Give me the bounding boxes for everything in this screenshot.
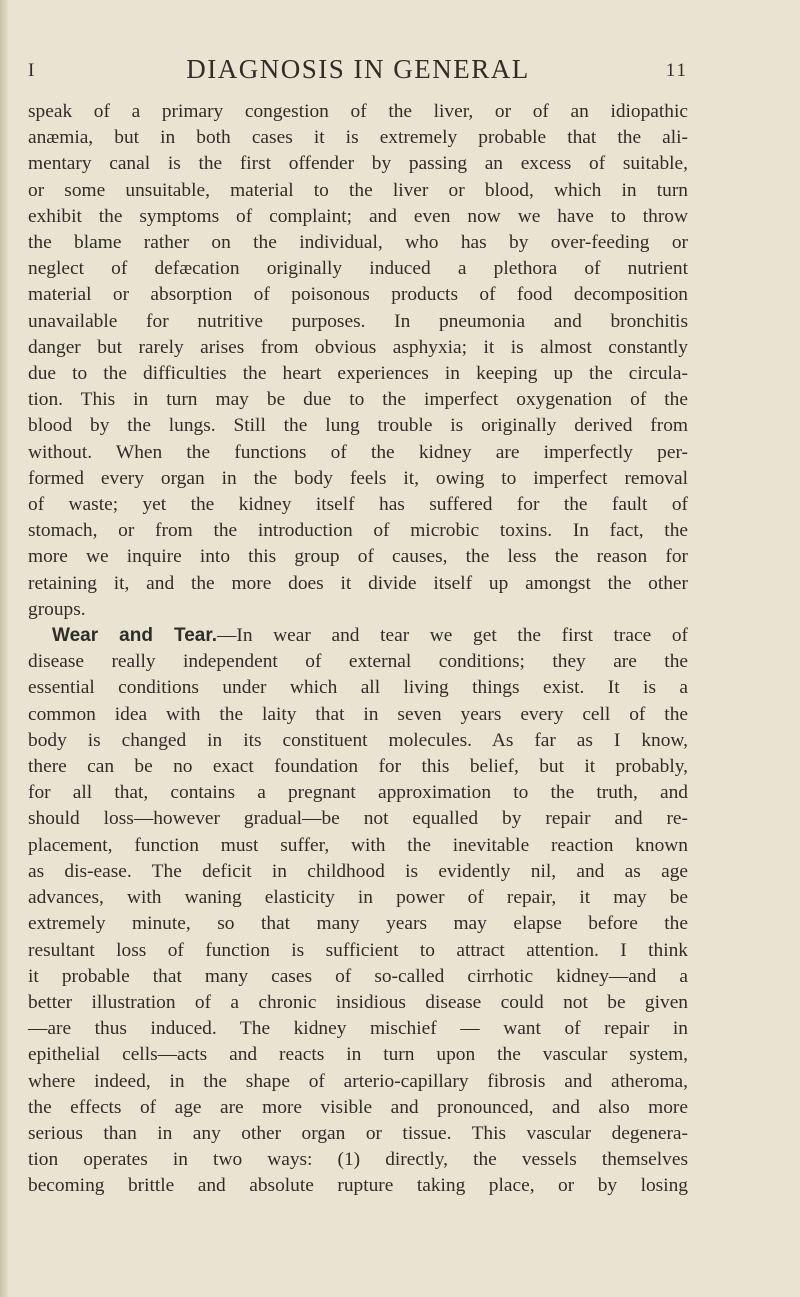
text-line: there can be no exact foundation for this belief, but it probably, [28,756,688,778]
text-line: danger but rarely arises from obvious asphyxia; it is almost constantly [28,336,688,358]
text-line: for all that, contains a pregnant approximation to the truth, and [28,782,688,804]
text-line: becoming brittle and absolute rupture taking place, or by losing [28,1175,688,1197]
text-line: essential conditions under which all living things exist. It is a [28,677,688,699]
running-header [28,54,688,94]
text-line: retaining it, and the more does it divide itself up amongst the other [28,572,688,594]
text-line: common idea with the laity that in seven years every cell of the [28,703,688,725]
text-line: it probable that many cases of so-called cirrhotic kidney—and a [28,965,688,987]
text-line: epithelial cells—acts and reacts in turn upon the vascular system, [28,1044,688,1066]
text-line: more we inquire into this group of causes, the less the reason for [28,546,688,568]
text-line: tion. This in turn may be due to the imperfect oxygenation of the [28,389,688,411]
text-line: extremely minute, so that many years may elapse before the [28,913,688,935]
text-line: formed every organ in the body feels it, owing to imperfect removal [28,467,688,489]
text-line: should loss—however gradual—be not equalled by repair and re- [28,808,688,830]
text-line: serious than in any other organ or tissue. This vascular degenera- [28,1122,688,1144]
text-line: groups. [28,598,86,620]
text-line: without. When the functions of the kidney are imperfectly per- [28,441,688,463]
text-line: blood by the lungs. Still the lung trouble is originally derived from [28,415,688,437]
text-line: mentary canal is the first offender by passing an excess of suitable, [28,153,688,175]
text-line: stomach, or from the introduction of microbic toxins. In fact, the [28,520,688,542]
text-line: where indeed, in the shape of arterio-capillary fibrosis and atheroma, [28,1070,688,1092]
text-line: the effects of age are more visible and pronounced, and also more [28,1096,688,1118]
chapter-number: I [28,60,36,81]
running-title: DIAGNOSIS IN GENERAL [186,54,530,84]
subheading-line-rest: —In wear and tear we get the first trace of [216,625,688,647]
text-line: of waste; yet the kidney itself has suffered for the fault of [28,494,688,516]
text-line: unavailable for nutritive purposes. In pneumonia and bronchitis [28,310,688,332]
text-line: placement, function must suffer, with the inevitable reaction known [28,834,688,856]
text-line: as dis-ease. The deficit in childhood is evidently nil, and as age [28,860,688,882]
text-line: or some unsuitable, material to the liver or blood, which in turn [28,179,688,201]
text-line: body is changed in its constituent molecules. As far as I know, [28,729,688,751]
text-line: the blame rather on the individual, who has by over-feeding or [28,232,688,254]
text-line: neglect of defæcation originally induced a plethora of nutrient [28,258,688,280]
text-line: —are thus induced. The kidney mischief — want of repair in [28,1018,688,1040]
text-line: due to the difficulties the heart experiences in keeping up the circula- [28,363,688,385]
text-line: exhibit the symptoms of complaint; and even now we have to throw [28,205,688,227]
text-line: better illustration of a chronic insidious disease could not be given [28,991,688,1013]
text-line: advances, with waning elasticity in power of repair, it may be [28,887,688,909]
page-edge-shadow [0,0,8,1297]
subheading-line [28,623,688,649]
text-line: tion operates in two ways: (1) directly, the vessels themselves [28,1149,688,1171]
text-line: anæmia, but in both cases it is extremely probable that the ali- [28,127,688,149]
subheading-wear-and-tear: Wear and Tear. [52,625,217,647]
body-text [28,99,688,1200]
text-line: disease really independent of external conditions; they are the [28,651,688,673]
page-number: 11 [665,60,688,81]
text-line: material or absorption of poisonous products of food decomposition [28,284,688,306]
text-line: resultant loss of function is sufficient to attract attention. I think [28,939,688,961]
text-line: speak of a primary congestion of the liver, or of an idiopathic [28,101,688,122]
